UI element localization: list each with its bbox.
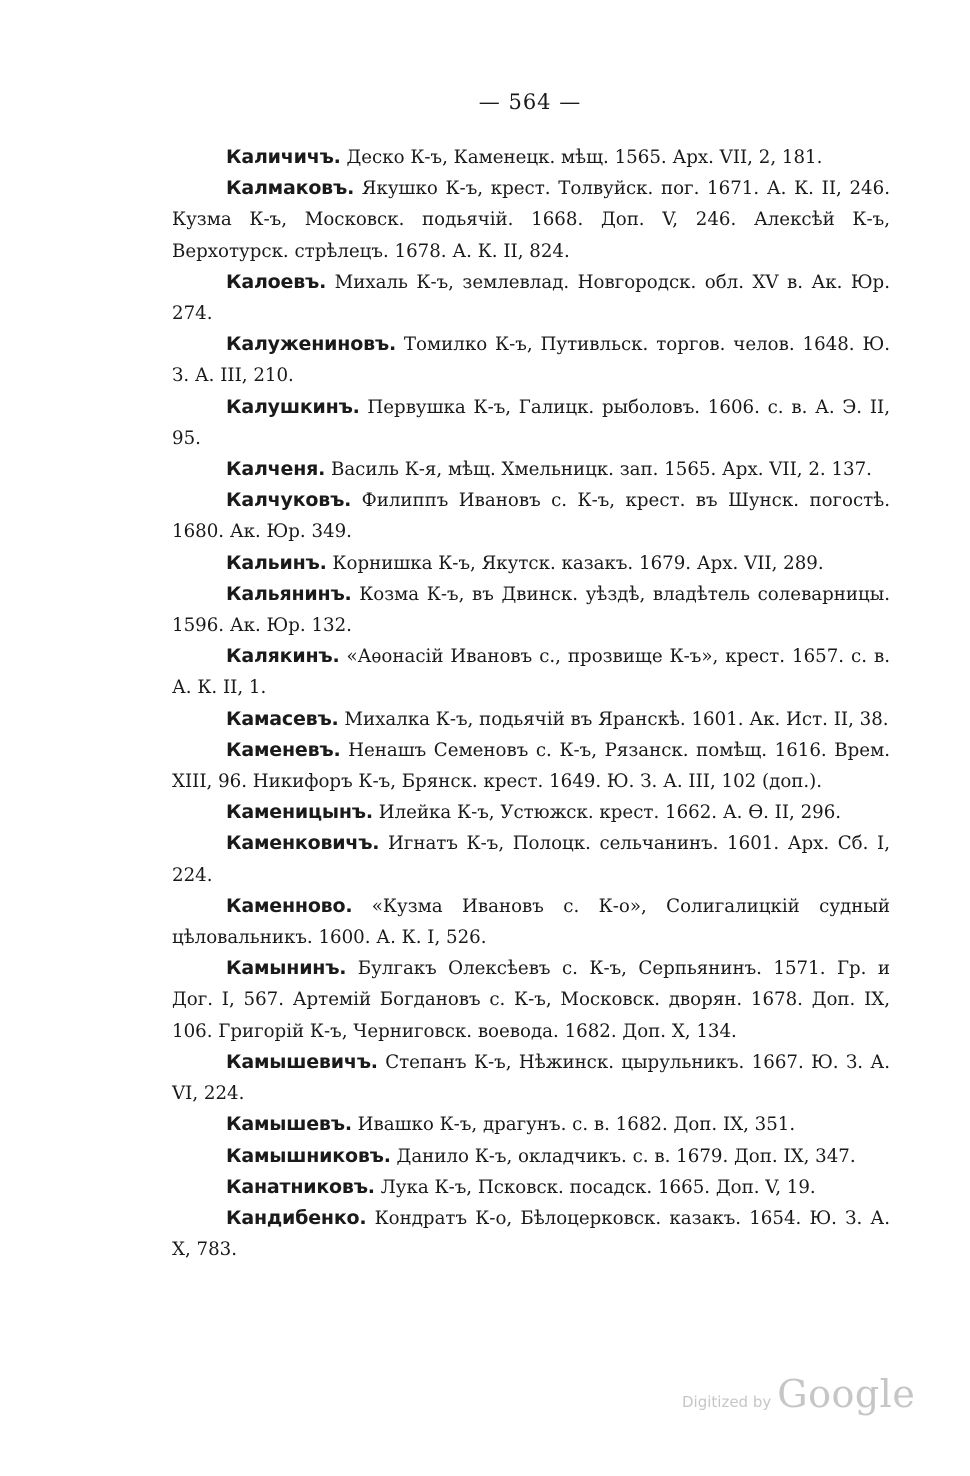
dictionary-entry	[172, 1109, 890, 1140]
entry-text: Илейка К-ъ, Устюжск. крест. 1662. А. Ѳ. II, 296.	[378, 802, 842, 824]
page-number: — 564 —	[478, 90, 582, 114]
dictionary-entry	[172, 953, 890, 1047]
entry-headword: Камынинъ.	[226, 957, 347, 980]
entry-text: «Кузма Ивановъ с. К-о», Солигалицкій судный цѣловальникъ. 1600. А. К. I, 526.	[172, 895, 890, 949]
dictionary-entry	[172, 735, 890, 797]
entry-text: Булгакъ Олексѣевъ с. К-ъ, Серпьянинъ. 1571. Гр. и Дог. I, 567. Артемій Богдановъ с. К-ъ, Московск. дворян. 1678. Доп. IX, 106. Григорій К-ъ, Черниговск. воевода. 1682. Доп. X, 134.	[172, 958, 890, 1042]
dictionary-entry	[172, 641, 890, 703]
entry-headword: Калченя.	[226, 458, 326, 481]
entry-headword: Камышниковъ.	[226, 1144, 391, 1167]
entry-text: Филиппъ Ивановъ с. К-ъ, крест. въ Шунск. погостѣ. 1680. Ак. Юр. 349.	[172, 490, 890, 543]
entry-headword: Кальянинъ.	[226, 582, 352, 605]
dictionary-entry	[172, 891, 890, 953]
dictionary-entry	[172, 329, 890, 391]
entry-text: Козма К-ъ, въ Двинск. уѣздѣ, владѣтель солеварницы. 1596. Ак. Юр. 132.	[172, 583, 890, 637]
entry-text: Игнатъ К-ъ, Полоцк. сельчанинъ. 1601. Арх. Сб. I, 224.	[172, 833, 890, 886]
dictionary-entry	[172, 173, 890, 267]
entry-headword: Канатниковъ.	[226, 1175, 375, 1198]
dictionary-entry	[172, 704, 890, 735]
entry-text: Василь К-я, мѣщ. Хмельницк. зап. 1565. Арх. VII, 2. 137.	[330, 459, 872, 481]
entry-text: Степанъ К-ъ, Нѣжинск. цырульникъ. 1667. Ю. З. А. VI, 224.	[172, 1051, 890, 1105]
entry-headword: Кандибенко.	[226, 1206, 367, 1229]
entry-text: Корнишка К-ъ, Якутск. казакъ. 1679. Арх. VII, 289.	[332, 552, 824, 574]
entry-text: Якушко К-ъ, крест. Толвуйск. пог. 1671. А. К. II, 246. Кузма К-ъ, Московск. подьячій. 1668. Доп. V, 246. Алексѣй К-ъ, Верхотурск. стрѣлецъ. 1678. А. К. II, 824.	[172, 178, 890, 262]
dictionary-entry	[172, 828, 890, 890]
entry-headword: Каличичъ.	[226, 146, 341, 168]
entry-headword: Камышевичъ.	[226, 1050, 378, 1073]
dictionary-entry	[172, 1047, 890, 1109]
dictionary-entry	[172, 1172, 890, 1203]
entry-headword: Каменевъ.	[226, 738, 341, 761]
entry-headword: Калушкинъ.	[226, 395, 360, 418]
entry-text: «Аѳонасій Ивановъ с., прозвище К-ъ», крест. 1657. с. в. А. К. II, 1.	[172, 646, 890, 699]
dictionary-entry	[172, 392, 890, 454]
dictionary-entry	[172, 579, 890, 641]
entry-headword: Каменицынъ.	[226, 801, 373, 824]
entry-headword: Каменново.	[226, 894, 353, 917]
entry-headword: Камасевъ.	[226, 707, 339, 730]
entry-text: Лука К-ъ, Псковск. посадск. 1665. Доп. V, 19.	[380, 1176, 816, 1198]
entry-headword: Калужениновъ.	[226, 333, 396, 356]
dictionary-entry	[172, 485, 890, 547]
entry-headword: Калчуковъ.	[226, 489, 352, 512]
entry-headword: Калоевъ.	[226, 270, 327, 293]
entry-headword: Калякинъ.	[226, 645, 340, 668]
watermark-prefix: Digitized by	[682, 1393, 772, 1411]
dictionary-entry	[172, 797, 890, 828]
entry-text: Ивашко К-ъ, драгунъ. с. в. 1682. Доп. IX, 351.	[357, 1114, 796, 1136]
google-logo: Google	[777, 1372, 916, 1416]
dictionary-entry	[172, 142, 890, 173]
entry-text: Кондратъ К-о, Бѣлоцерковск. казакъ. 1654. Ю. З. А. X, 783.	[172, 1207, 890, 1261]
dictionary-entry	[172, 548, 890, 579]
entry-text: Ненашъ Семеновъ с. К-ъ, Рязанск. помѣщ. 1616. Врем. XIII, 96. Никифоръ К-ъ, Брянск. крест. 1649. Ю. З. А. III, 102 (доп.).	[172, 739, 890, 793]
entry-headword: Калмаковъ.	[226, 177, 355, 200]
entry-headword: Каменковичъ.	[226, 832, 380, 855]
entry-headword: Кальинъ.	[226, 551, 327, 574]
dictionary-entry	[172, 1141, 890, 1172]
entry-text: Деско К-ъ, Каменецк. мѣщ. 1565. Арх. VII, 2, 181.	[346, 147, 823, 168]
dictionary-entry	[172, 267, 890, 329]
entry-text: Михалка К-ъ, подьячій въ Яранскѣ. 1601. Ак. Ист. II, 38.	[344, 708, 889, 730]
entry-text: Михаль К-ъ, землевлад. Новгородск. обл. XV в. Ак. Юр. 274.	[172, 271, 890, 325]
dictionary-entry	[172, 454, 890, 485]
dictionary-entry	[172, 1203, 890, 1265]
entry-text: Томилко К-ъ, Путивльск. торгов. челов. 1648. Ю. З. А. III, 210.	[172, 334, 890, 387]
entry-text: Данило К-ъ, окладчикъ. с. в. 1679. Доп. IX, 347.	[396, 1145, 856, 1167]
digitized-watermark	[682, 1372, 915, 1416]
entry-text: Первушка К-ъ, Галицк. рыболовъ. 1606. с. в. А. Э. II, 95.	[172, 396, 890, 449]
dictionary-entries	[172, 142, 890, 1265]
entry-headword: Камышевъ.	[226, 1113, 352, 1136]
